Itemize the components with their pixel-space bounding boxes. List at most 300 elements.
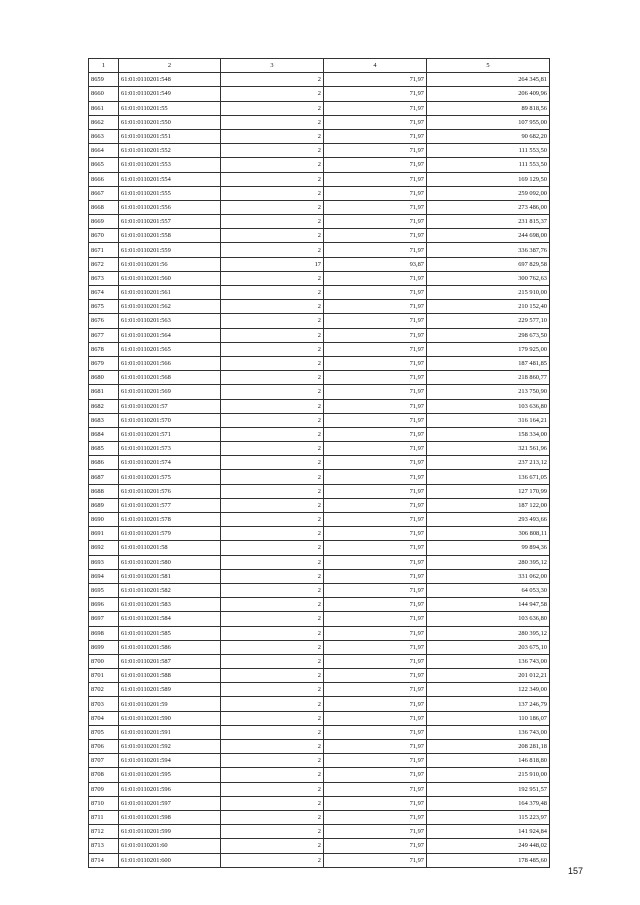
area-cell: 71,97 [324, 810, 427, 824]
area-cell: 71,97 [324, 754, 427, 768]
cadastral-number-cell: 61:01:0110201:549 [119, 87, 221, 101]
area-cell: 71,97 [324, 342, 427, 356]
area-cell: 71,97 [324, 73, 427, 87]
count-cell: 2 [221, 73, 324, 87]
column-header: 3 [221, 59, 324, 73]
table-row [89, 229, 550, 243]
table-row [89, 87, 550, 101]
cadastral-number-cell: 61:01:0110201:561 [119, 286, 221, 300]
value-cell: 231 815,37 [427, 215, 550, 229]
cadastral-number-cell: 61:01:0110201:570 [119, 413, 221, 427]
table-row [89, 356, 550, 370]
cadastral-number-cell: 61:01:0110201:559 [119, 243, 221, 257]
row-number-cell: 8683 [89, 413, 119, 427]
table-row [89, 527, 550, 541]
cadastral-number-cell: 61:01:0110201:557 [119, 215, 221, 229]
area-cell: 71,97 [324, 711, 427, 725]
table-row [89, 626, 550, 640]
row-number-cell: 8701 [89, 669, 119, 683]
table-row [89, 186, 550, 200]
area-cell: 71,97 [324, 498, 427, 512]
area-cell: 71,97 [324, 314, 427, 328]
row-number-cell: 8667 [89, 186, 119, 200]
value-cell: 280 395,12 [427, 626, 550, 640]
value-cell: 64 053,30 [427, 583, 550, 597]
cadastral-number-cell: 61:01:0110201:594 [119, 754, 221, 768]
cadastral-number-cell: 61:01:0110201:568 [119, 371, 221, 385]
cadastral-number-cell: 61:01:0110201:581 [119, 569, 221, 583]
area-cell: 71,97 [324, 87, 427, 101]
table-row [89, 328, 550, 342]
value-cell: 169 129,50 [427, 172, 550, 186]
column-header: 4 [324, 59, 427, 73]
area-cell: 71,97 [324, 527, 427, 541]
count-cell: 2 [221, 158, 324, 172]
area-cell: 71,97 [324, 740, 427, 754]
cadastral-number-cell: 61:01:0110201:558 [119, 229, 221, 243]
table-row [89, 796, 550, 810]
area-cell: 71,97 [324, 782, 427, 796]
value-cell: 201 012,21 [427, 669, 550, 683]
area-cell: 71,97 [324, 101, 427, 115]
table-row [89, 725, 550, 739]
table-row [89, 782, 550, 796]
count-cell: 2 [221, 768, 324, 782]
table-row [89, 484, 550, 498]
area-cell: 71,97 [324, 144, 427, 158]
row-number-cell: 8692 [89, 541, 119, 555]
table-row [89, 129, 550, 143]
cadastral-number-cell: 61:01:0110201:591 [119, 725, 221, 739]
table-row [89, 654, 550, 668]
value-cell: 306 808,11 [427, 527, 550, 541]
value-cell: 107 955,00 [427, 115, 550, 129]
area-cell: 71,97 [324, 725, 427, 739]
cadastral-number-cell: 61:01:0110201:580 [119, 555, 221, 569]
cadastral-number-cell: 61:01:0110201:555 [119, 186, 221, 200]
count-cell: 2 [221, 129, 324, 143]
area-cell: 71,97 [324, 413, 427, 427]
table-row [89, 697, 550, 711]
count-cell: 2 [221, 725, 324, 739]
row-number-cell: 8672 [89, 257, 119, 271]
count-cell: 2 [221, 229, 324, 243]
count-cell: 2 [221, 115, 324, 129]
count-cell: 2 [221, 371, 324, 385]
count-cell: 2 [221, 782, 324, 796]
value-cell: 192 951,57 [427, 782, 550, 796]
row-number-cell: 8713 [89, 839, 119, 853]
cadastral-number-cell: 61:01:0110201:582 [119, 583, 221, 597]
area-cell: 71,97 [324, 555, 427, 569]
cadastral-number-cell: 61:01:0110201:573 [119, 442, 221, 456]
row-number-cell: 8662 [89, 115, 119, 129]
row-number-cell: 8706 [89, 740, 119, 754]
area-cell: 71,97 [324, 172, 427, 186]
row-number-cell: 8711 [89, 810, 119, 824]
row-number-cell: 8669 [89, 215, 119, 229]
value-cell: 249 448,02 [427, 839, 550, 853]
cadastral-number-cell: 61:01:0110201:560 [119, 271, 221, 285]
table-row [89, 470, 550, 484]
count-cell: 2 [221, 612, 324, 626]
row-number-cell: 8686 [89, 456, 119, 470]
cadastral-number-cell: 61:01:0110201:590 [119, 711, 221, 725]
area-cell: 71,97 [324, 243, 427, 257]
row-number-cell: 8707 [89, 754, 119, 768]
count-cell: 2 [221, 286, 324, 300]
count-cell: 2 [221, 683, 324, 697]
cadastral-number-cell: 61:01:0110201:565 [119, 342, 221, 356]
row-number-cell: 8695 [89, 583, 119, 597]
table-row [89, 158, 550, 172]
area-cell: 71,97 [324, 796, 427, 810]
table-row [89, 456, 550, 470]
area-cell: 71,97 [324, 541, 427, 555]
area-cell: 71,97 [324, 654, 427, 668]
value-cell: 331 062,00 [427, 569, 550, 583]
cadastral-number-cell: 61:01:0110201:554 [119, 172, 221, 186]
value-cell: 144 947,58 [427, 598, 550, 612]
count-cell: 2 [221, 342, 324, 356]
cadastral-number-cell: 61:01:0110201:586 [119, 640, 221, 654]
row-number-cell: 8690 [89, 513, 119, 527]
table-row [89, 399, 550, 413]
table-row [89, 498, 550, 512]
value-cell: 293 493,66 [427, 513, 550, 527]
table-row [89, 640, 550, 654]
area-cell: 71,97 [324, 300, 427, 314]
value-cell: 697 829,58 [427, 257, 550, 271]
row-number-cell: 8663 [89, 129, 119, 143]
area-cell: 71,97 [324, 598, 427, 612]
area-cell: 71,97 [324, 399, 427, 413]
area-cell: 71,97 [324, 229, 427, 243]
table-row [89, 711, 550, 725]
area-cell: 71,97 [324, 583, 427, 597]
row-number-cell: 8675 [89, 300, 119, 314]
area-cell: 71,97 [324, 442, 427, 456]
value-cell: 89 818,56 [427, 101, 550, 115]
count-cell: 2 [221, 541, 324, 555]
row-number-cell: 8661 [89, 101, 119, 115]
count-cell: 2 [221, 654, 324, 668]
cadastral-number-cell: 61:01:0110201:577 [119, 498, 221, 512]
row-number-cell: 8676 [89, 314, 119, 328]
area-cell: 71,97 [324, 626, 427, 640]
cadastral-number-cell: 61:01:0110201:551 [119, 129, 221, 143]
cadastral-number-cell: 61:01:0110201:587 [119, 654, 221, 668]
row-number-cell: 8677 [89, 328, 119, 342]
table-row [89, 740, 550, 754]
count-cell: 2 [221, 200, 324, 214]
row-number-cell: 8674 [89, 286, 119, 300]
value-cell: 336 387,76 [427, 243, 550, 257]
row-number-cell: 8673 [89, 271, 119, 285]
value-cell: 300 762,63 [427, 271, 550, 285]
area-cell: 71,97 [324, 129, 427, 143]
cadastral-number-cell: 61:01:0110201:597 [119, 796, 221, 810]
cadastral-number-cell: 61:01:0110201:55 [119, 101, 221, 115]
value-cell: 210 152,40 [427, 300, 550, 314]
value-cell: 158 334,00 [427, 427, 550, 441]
cadastral-number-cell: 61:01:0110201:569 [119, 385, 221, 399]
area-cell: 71,97 [324, 484, 427, 498]
count-cell: 2 [221, 172, 324, 186]
cadastral-number-cell: 61:01:0110201:563 [119, 314, 221, 328]
area-cell: 93,87 [324, 257, 427, 271]
column-header: 1 [89, 59, 119, 73]
value-cell: 127 170,99 [427, 484, 550, 498]
count-cell: 2 [221, 810, 324, 824]
count-cell: 17 [221, 257, 324, 271]
table-row [89, 300, 550, 314]
row-number-cell: 8704 [89, 711, 119, 725]
area-cell: 71,97 [324, 115, 427, 129]
area-cell: 71,97 [324, 385, 427, 399]
count-cell: 2 [221, 796, 324, 810]
value-cell: 137 246,79 [427, 697, 550, 711]
table-row [89, 101, 550, 115]
table-row [89, 215, 550, 229]
cadastral-number-cell: 61:01:0110201:575 [119, 470, 221, 484]
row-number-cell: 8708 [89, 768, 119, 782]
value-cell: 218 860,77 [427, 371, 550, 385]
row-number-cell: 8681 [89, 385, 119, 399]
cadastral-number-cell: 61:01:0110201:598 [119, 810, 221, 824]
page-number: 157 [567, 866, 583, 876]
count-cell: 2 [221, 853, 324, 867]
row-number-cell: 8691 [89, 527, 119, 541]
count-cell: 2 [221, 271, 324, 285]
table-row [89, 200, 550, 214]
row-number-cell: 8694 [89, 569, 119, 583]
area-cell: 71,97 [324, 825, 427, 839]
cadastral-number-cell: 61:01:0110201:59 [119, 697, 221, 711]
cadastral-number-cell: 61:01:0110201:578 [119, 513, 221, 527]
value-cell: 187 122,00 [427, 498, 550, 512]
value-cell: 187 481,85 [427, 356, 550, 370]
area-cell: 71,97 [324, 513, 427, 527]
count-cell: 2 [221, 314, 324, 328]
row-number-cell: 8710 [89, 796, 119, 810]
count-cell: 2 [221, 186, 324, 200]
cadastral-number-cell: 61:01:0110201:588 [119, 669, 221, 683]
table-row [89, 385, 550, 399]
count-cell: 2 [221, 87, 324, 101]
value-cell: 136 743,00 [427, 654, 550, 668]
value-cell: 273 486,00 [427, 200, 550, 214]
table-row [89, 413, 550, 427]
area-cell: 71,97 [324, 683, 427, 697]
cadastral-number-cell: 61:01:0110201:595 [119, 768, 221, 782]
row-number-cell: 8659 [89, 73, 119, 87]
row-number-cell: 8680 [89, 371, 119, 385]
count-cell: 2 [221, 470, 324, 484]
table-row [89, 371, 550, 385]
area-cell: 71,97 [324, 669, 427, 683]
count-cell: 2 [221, 399, 324, 413]
row-number-cell: 8703 [89, 697, 119, 711]
value-cell: 215 910,00 [427, 286, 550, 300]
area-cell: 71,97 [324, 768, 427, 782]
count-cell: 2 [221, 385, 324, 399]
count-cell: 2 [221, 456, 324, 470]
cadastral-number-cell: 61:01:0110201:56 [119, 257, 221, 271]
count-cell: 2 [221, 555, 324, 569]
count-cell: 2 [221, 598, 324, 612]
row-number-cell: 8698 [89, 626, 119, 640]
value-cell: 259 092,00 [427, 186, 550, 200]
area-cell: 71,97 [324, 286, 427, 300]
row-number-cell: 8700 [89, 654, 119, 668]
value-cell: 237 213,12 [427, 456, 550, 470]
area-cell: 71,97 [324, 371, 427, 385]
row-number-cell: 8682 [89, 399, 119, 413]
cadastral-number-cell: 61:01:0110201:550 [119, 115, 221, 129]
table-row [89, 286, 550, 300]
count-cell: 2 [221, 825, 324, 839]
area-cell: 71,97 [324, 697, 427, 711]
cadastral-number-cell: 61:01:0110201:553 [119, 158, 221, 172]
table-row [89, 839, 550, 853]
value-cell: 208 281,18 [427, 740, 550, 754]
count-cell: 2 [221, 527, 324, 541]
value-cell: 316 164,21 [427, 413, 550, 427]
table-row [89, 427, 550, 441]
row-number-cell: 8687 [89, 470, 119, 484]
table-body [89, 73, 550, 868]
table-row [89, 271, 550, 285]
area-cell: 71,97 [324, 456, 427, 470]
count-cell: 2 [221, 711, 324, 725]
count-cell: 2 [221, 569, 324, 583]
row-number-cell: 8712 [89, 825, 119, 839]
table-header-row [89, 59, 550, 73]
cadastral-number-cell: 61:01:0110201:574 [119, 456, 221, 470]
area-cell: 71,97 [324, 612, 427, 626]
cadastral-number-cell: 61:01:0110201:592 [119, 740, 221, 754]
cadastral-number-cell: 61:01:0110201:584 [119, 612, 221, 626]
value-cell: 122 349,00 [427, 683, 550, 697]
count-cell: 2 [221, 427, 324, 441]
value-cell: 136 743,00 [427, 725, 550, 739]
count-cell: 2 [221, 442, 324, 456]
count-cell: 2 [221, 215, 324, 229]
value-cell: 178 485,60 [427, 853, 550, 867]
table-row [89, 115, 550, 129]
cadastral-number-cell: 61:01:0110201:548 [119, 73, 221, 87]
value-cell: 215 910,00 [427, 768, 550, 782]
column-header: 5 [427, 59, 550, 73]
table-row [89, 172, 550, 186]
value-cell: 280 395,12 [427, 555, 550, 569]
row-number-cell: 8684 [89, 427, 119, 441]
row-number-cell: 8689 [89, 498, 119, 512]
row-number-cell: 8660 [89, 87, 119, 101]
count-cell: 2 [221, 513, 324, 527]
cadastral-number-cell: 61:01:0110201:599 [119, 825, 221, 839]
table-row [89, 442, 550, 456]
table-row [89, 810, 550, 824]
cadastral-number-cell: 61:01:0110201:57 [119, 399, 221, 413]
row-number-cell: 8671 [89, 243, 119, 257]
area-cell: 71,97 [324, 839, 427, 853]
row-number-cell: 8664 [89, 144, 119, 158]
value-cell: 203 675,10 [427, 640, 550, 654]
count-cell: 2 [221, 413, 324, 427]
count-cell: 2 [221, 839, 324, 853]
cadastral-number-cell: 61:01:0110201:552 [119, 144, 221, 158]
table-row [89, 541, 550, 555]
row-number-cell: 8699 [89, 640, 119, 654]
area-cell: 71,97 [324, 853, 427, 867]
table-row [89, 598, 550, 612]
table-row [89, 73, 550, 87]
cadastral-number-cell: 61:01:0110201:566 [119, 356, 221, 370]
value-cell: 179 925,00 [427, 342, 550, 356]
count-cell: 2 [221, 740, 324, 754]
count-cell: 2 [221, 626, 324, 640]
table-row [89, 612, 550, 626]
value-cell: 136 671,05 [427, 470, 550, 484]
count-cell: 2 [221, 300, 324, 314]
area-cell: 71,97 [324, 158, 427, 172]
value-cell: 229 577,10 [427, 314, 550, 328]
count-cell: 2 [221, 754, 324, 768]
value-cell: 90 682,20 [427, 129, 550, 143]
value-cell: 164 379,48 [427, 796, 550, 810]
area-cell: 71,97 [324, 470, 427, 484]
value-cell: 115 223,97 [427, 810, 550, 824]
row-number-cell: 8679 [89, 356, 119, 370]
row-number-cell: 8678 [89, 342, 119, 356]
count-cell: 2 [221, 583, 324, 597]
area-cell: 71,97 [324, 427, 427, 441]
table-row [89, 314, 550, 328]
count-cell: 2 [221, 328, 324, 342]
row-number-cell: 8705 [89, 725, 119, 739]
count-cell: 2 [221, 640, 324, 654]
table-row [89, 257, 550, 271]
row-number-cell: 8709 [89, 782, 119, 796]
value-cell: 141 924,84 [427, 825, 550, 839]
value-cell: 111 553,50 [427, 158, 550, 172]
cadastral-number-cell: 61:01:0110201:576 [119, 484, 221, 498]
count-cell: 2 [221, 144, 324, 158]
row-number-cell: 8696 [89, 598, 119, 612]
table-row [89, 683, 550, 697]
data-table [88, 58, 550, 868]
row-number-cell: 8668 [89, 200, 119, 214]
value-cell: 206 409,96 [427, 87, 550, 101]
value-cell: 103 636,80 [427, 612, 550, 626]
area-cell: 71,97 [324, 328, 427, 342]
area-cell: 71,97 [324, 569, 427, 583]
table-row [89, 754, 550, 768]
column-header: 2 [119, 59, 221, 73]
cadastral-number-cell: 61:01:0110201:60 [119, 839, 221, 853]
cadastral-number-cell: 61:01:0110201:585 [119, 626, 221, 640]
table-row [89, 825, 550, 839]
value-cell: 111 553,50 [427, 144, 550, 158]
count-cell: 2 [221, 356, 324, 370]
cadastral-number-cell: 61:01:0110201:556 [119, 200, 221, 214]
table-row [89, 513, 550, 527]
value-cell: 244 698,00 [427, 229, 550, 243]
row-number-cell: 8693 [89, 555, 119, 569]
area-cell: 71,97 [324, 356, 427, 370]
